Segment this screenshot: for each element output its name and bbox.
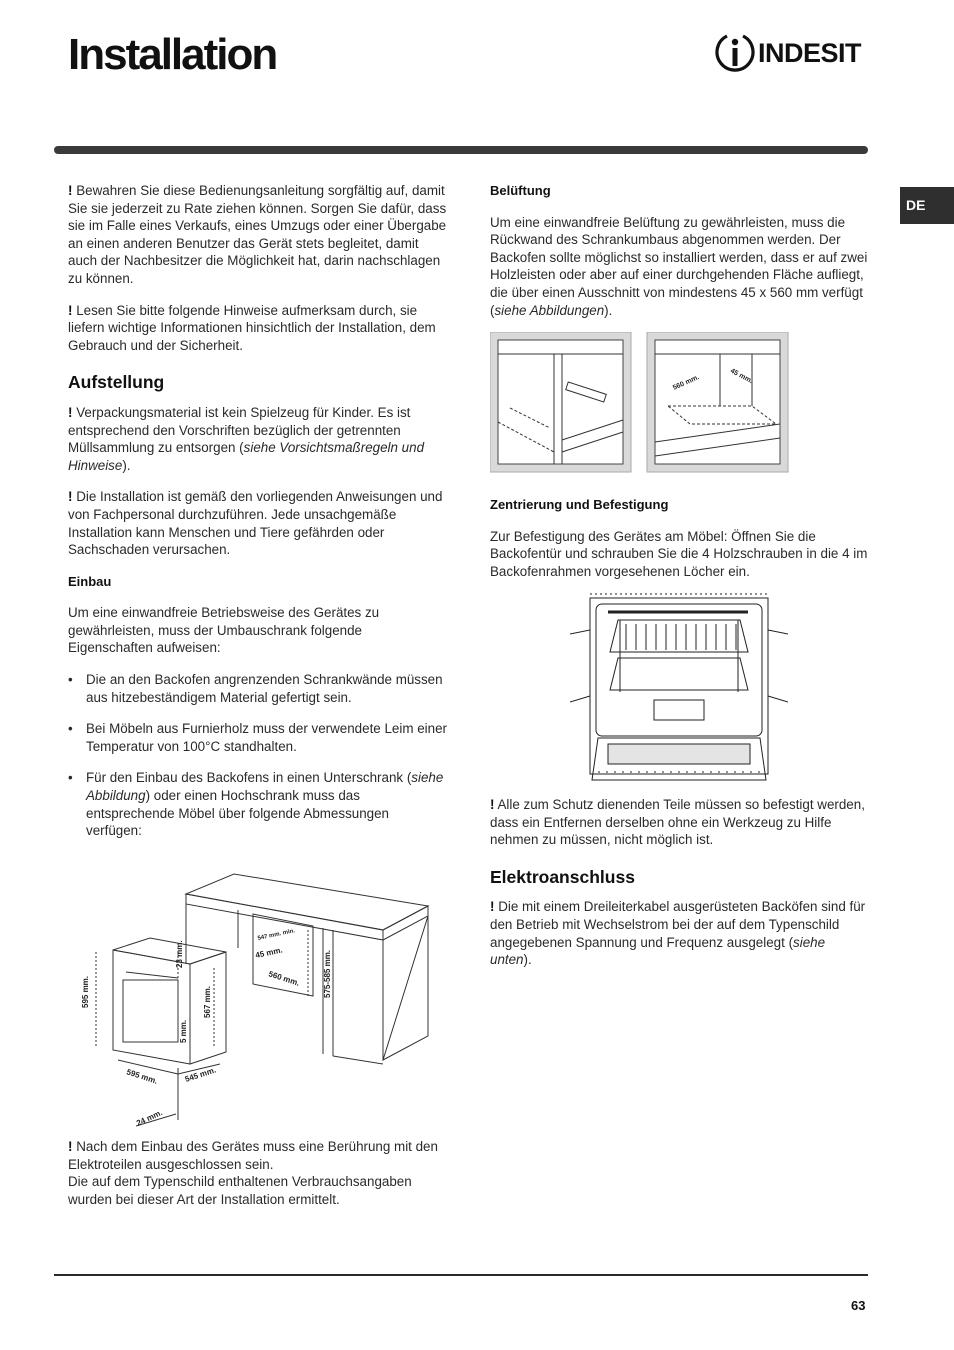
paragraph-keep-manual: ! Bewahren Sie diese Bedienungsanleitung sorgfältig auf, damit Sie sie jederzeit zu Rate ziehen können. Sorgen Sie dafür, dass sie im Falle eines Verkaufs, eines Umzugs oder einer Übergabe an einen anderen Benutzer das Gerät stets begleitet, damit auch der Nachbesitzer die Möglichkeit hat, darin nachschlagen zu können.: [68, 183, 447, 286]
left-column: [68, 182, 448, 854]
ventilation-diagrams: [490, 332, 790, 474]
paragraph-installation: ! Die Installation ist gemäß den vorliegenden Anweisungen und von Fachpersonal durchzuführen. Jede unsachgemäße Installation kann Menschen und Tiere gefährden oder Sachschaden verursachen.: [68, 489, 443, 558]
dim-545: 545 mm.: [183, 1065, 218, 1084]
right-column-middle: [490, 496, 870, 594]
dim-595-horizontal: 595 mm.: [125, 1067, 159, 1086]
dim-560: 560 mm.: [267, 969, 301, 988]
cabinet-dimensions-diagram: [78, 868, 433, 1130]
vent-dim-45: 45 mm.: [729, 367, 754, 386]
vent-dim-560: 560 mm.: [671, 374, 701, 392]
dim-5: 5 mm.: [179, 1019, 188, 1043]
dim-45: 45 mm.: [254, 945, 284, 960]
dim-547: 547 mm. min.: [257, 928, 296, 942]
right-column: [490, 182, 870, 333]
header-rule: [54, 146, 868, 154]
dim-575-585: 575-585 mm.: [323, 949, 332, 998]
page-title: Installation: [68, 30, 277, 79]
right-column-bottom: [490, 796, 870, 983]
dim-567: 567 mm.: [203, 985, 212, 1018]
heading-einbau: Einbau: [68, 573, 112, 589]
oven-front-diagram: [570, 592, 788, 786]
paragraph-packaging: ! Verpackungsmaterial ist kein Spielzeug für Kinder. Es ist entsprechend den Vorschriften bezüglich der getrennten Müllsammlung zu entsorgen (siehe Vorsichtsmaßregeln und Hinweise).: [68, 404, 425, 473]
paragraph-einbau: Um eine einwandfreie Betriebsweise des Gerätes zu gewährleisten, muss der Umbauschrank folgende Eigenschaften aufweisen:: [68, 605, 380, 656]
brand-name: INDESIT: [758, 38, 862, 68]
ventilation-diagram-strips: [490, 332, 631, 472]
paragraph-zentrierung: Zur Befestigung des Gerätes am Möbel: Öffnen Sie die Backofentür und schrauben Sie die 4 Holzschrauben in die 4 im Backofenrahmen vorgesehenen Löcher ein.: [490, 528, 868, 579]
paragraph-belueftung: Um eine einwandfreie Belüftung zu gewährleisten, muss die Rückwand des Schrankumbaus abgenommen werden. Der Backofen sollte möglichst so installiert werden, dass er auf zwei Holzleisten oder aber auf einer durchgehenden Fläche aufliegt, die über einen Ausschnitt von mindestens 45 x 560 mm verfügt (siehe Abbildungen).: [490, 214, 868, 318]
dim-23: 23 mm.: [175, 940, 184, 968]
page-number: 63: [851, 1298, 866, 1313]
indesit-logo: [714, 32, 870, 74]
paragraph-protective-parts: ! Alle zum Schutz dienenden Teile müssen so befestigt werden, dass ein Entfernen derselben ohne ein Werkzeug zu Hilfe nehmen zu müssen, nicht möglich ist.: [490, 797, 865, 848]
paragraph-electrical-safety: ! Nach dem Einbau des Gerätes muss eine Berührung mit den Elektroteilen ausgeschlossen sein. Die auf dem Typenschild enthaltenen Verbrauchsangaben wurden bei dieser Art der Installation ermittelt.: [68, 1139, 438, 1207]
paragraph-elektroanschluss: ! Die mit einem Dreileiterkabel ausgerüsteten Backöfen sind für den Betrieb mit Wechselstrom bei der auf dem Typenschild angegebenen Spannung und Frequenz ausgelegt (siehe unten).: [490, 899, 866, 968]
list-item: • Bei Möbeln aus Furnierholz muss der verwendete Leim einer Temperatur von 100°C standhalten.: [68, 721, 447, 754]
dim-595-vertical: 595 mm.: [81, 975, 90, 1008]
dim-24: 24 mm.: [135, 1108, 164, 1128]
list-item: • Die an den Backofen angrenzenden Schrankwände müssen aus hitzebeständigem Material gefertigt sein.: [68, 672, 443, 705]
ventilation-diagram-cutout: [647, 332, 788, 472]
paragraph-read-notes: ! Lesen Sie bitte folgende Hinweise aufmerksam durch, sie liefern wichtige Informationen hinsichtlich der Installation, dem Gebrauch und der Sicherheit.: [68, 302, 436, 353]
indesit-logo-icon: [714, 32, 756, 74]
footer-rule: [54, 1274, 868, 1276]
heading-elektroanschluss: Elektroanschluss: [490, 866, 635, 887]
heading-belueftung: Belüftung: [490, 183, 551, 198]
left-column-bottom: [68, 1138, 448, 1222]
language-tab: DE: [900, 187, 954, 224]
list-item: • Für den Einbau des Backofens in einen Unterschrank (siehe Abbildung) oder einen Hochschrank muss das entsprechende Möbel über folgende Abmessungen verfügen:: [68, 770, 444, 839]
heading-zentrierung: Zentrierung und Befestigung: [490, 497, 669, 512]
heading-aufstellung: Aufstellung: [68, 372, 165, 393]
